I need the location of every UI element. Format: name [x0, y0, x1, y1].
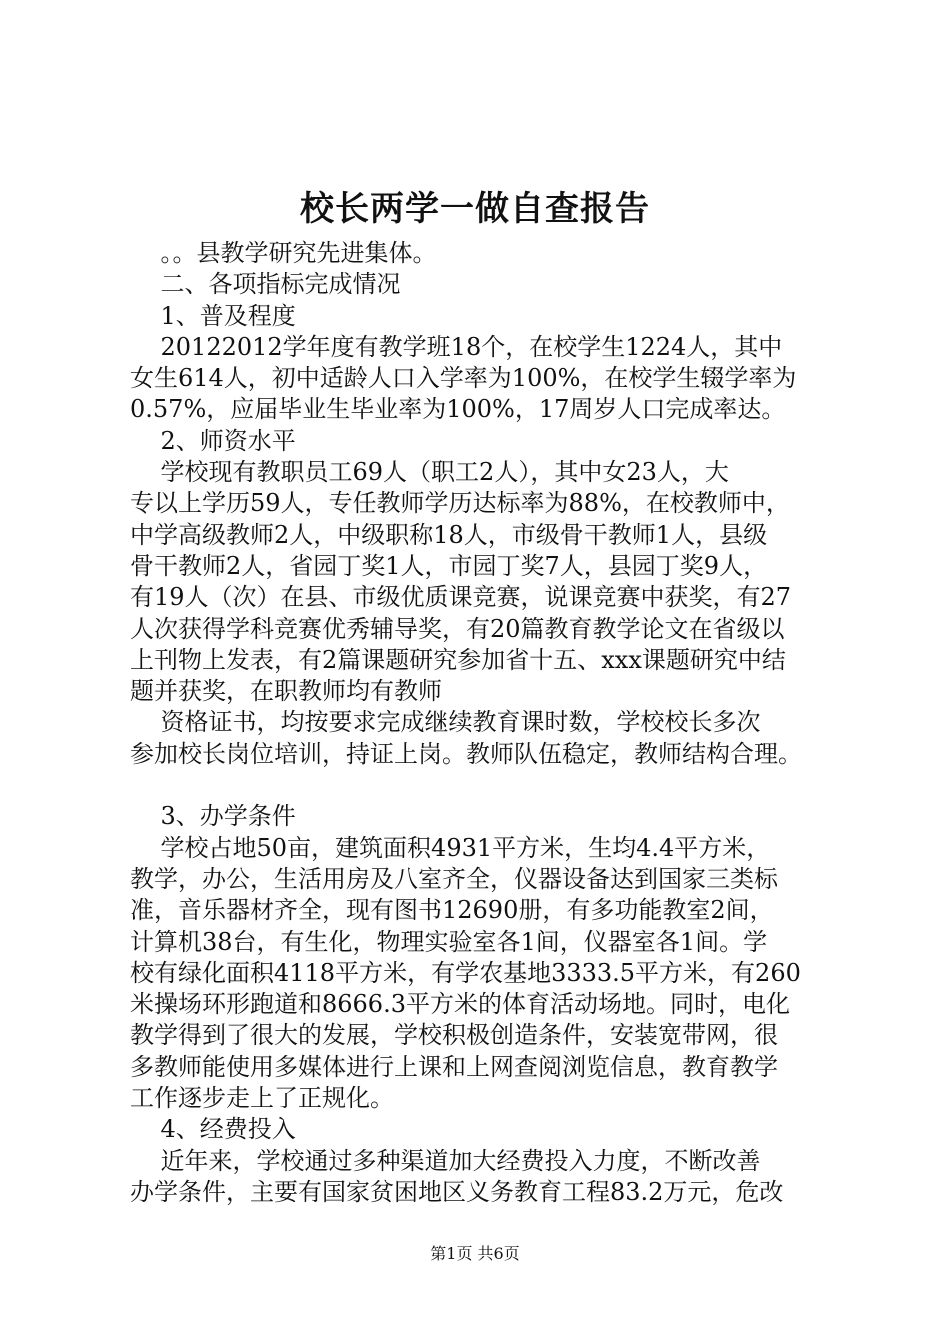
text-line: 教学得到了很大的发展，学校积极创造条件，安装宽带网，很: [130, 1021, 778, 1050]
text-line: 1、普及程度: [130, 301, 296, 330]
text-line: 上刊物上发表，有2篇课题研究参加省十五、xxx课题研究中结: [130, 645, 786, 674]
text-line: 2、师资水平: [130, 426, 296, 455]
text-line: 米操场环形跑道和8666.3平方米的体育活动场地。同时，电化: [130, 990, 790, 1019]
text-line: 题并获奖，在职教师均有教师: [130, 677, 442, 706]
text-line: 二、各项指标完成情况: [130, 270, 401, 299]
text-line: 计算机38台，有生化，物理实验室各1间，仪器室各1间。学: [130, 927, 768, 956]
text-line: 近年来，学校通过多种渠道加大经费投入力度，不断改善: [130, 1146, 761, 1175]
text-line: 参加校长岗位培训，持证上岗。教师队伍稳定，教师结构合理。: [130, 739, 802, 768]
text-line: 4、经费投入: [130, 1115, 296, 1144]
page-footer: 第1页 共6页: [430, 1244, 520, 1263]
document-title: 校长两学一做自查报告: [300, 189, 650, 229]
blank-line: [130, 770, 840, 801]
text-line: 中学高级教师2人，中级职称18人，市级骨干教师1人，县级: [130, 520, 768, 549]
text-line: 多教师能使用多媒体进行上课和上网查阅浏览信息，教育教学: [130, 1052, 778, 1081]
text-line: 20122012学年度有教学班18个，在校学生1224人，其中: [130, 332, 783, 361]
text-line: 校有绿化面积4118平方米，有学农基地3333.5平方米，有260: [130, 958, 801, 987]
text-line: 0.57%，应届毕业生毕业率为100%，17周岁人口完成率达。: [130, 395, 786, 424]
text-line: 办学条件，主要有国家贫困地区义务教育工程83.2万元，危改: [130, 1177, 784, 1206]
text-line: 学校现有教职员工69人（职工2人），其中女23人，大: [130, 458, 729, 487]
text-line: 女生614人，初中适龄人口入学率为100%，在校学生辍学率为: [130, 364, 797, 393]
text-line: 有19人（次）在县、市级优质课竞赛，说课竞赛中获奖，有27: [130, 583, 792, 612]
text-line: 骨干教师2人，省园丁奖1人，市园丁奖7人，县园丁奖9人，: [130, 551, 768, 580]
text-line: 准，音乐器材齐全，现有图书12690册，有多功能教室2间，: [130, 896, 774, 925]
document-body: [130, 238, 840, 1208]
text-line: 资格证书，均按要求完成继续教育课时数，学校校长多次: [130, 708, 761, 737]
text-line: 工作逐步走上了正规化。: [130, 1084, 394, 1113]
text-line: 3、办学条件: [130, 802, 296, 831]
text-line: 专以上学历59人，专任教师学历达标率为88%，在校教师中，: [130, 489, 790, 518]
text-line: 。。县教学研究先进集体。: [130, 239, 437, 267]
text-line: 学校占地50亩，建筑面积4931平方米，生均4.4平方米，: [130, 833, 771, 862]
text-line: 人次获得学科竞赛优秀辅导奖，有20篇教育教学论文在省级以: [130, 614, 785, 643]
text-line: 教学，办公，生活用房及八室齐全，仪器设备达到国家三类标: [130, 864, 778, 893]
